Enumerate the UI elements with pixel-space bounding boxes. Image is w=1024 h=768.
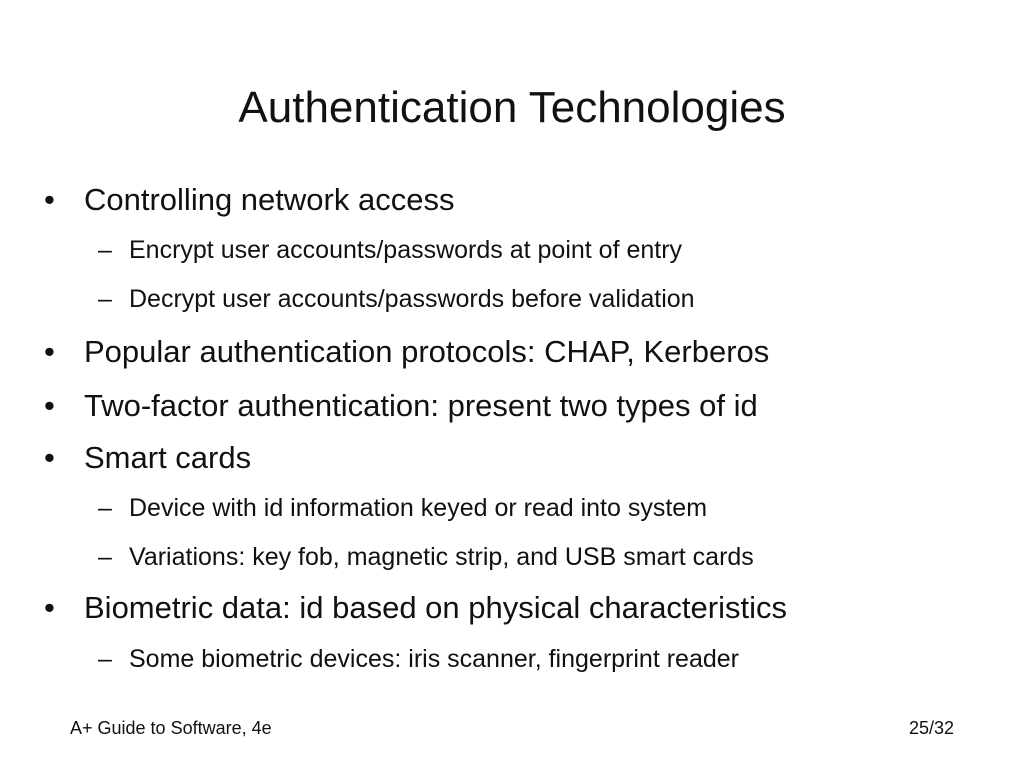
sub-bullet-marker: – — [98, 236, 112, 264]
sub-bullet-text: Some biometric devices: iris scanner, fingerprint reader — [129, 645, 739, 673]
bullet-marker: • — [44, 388, 55, 423]
sub-bullet-text: Encrypt user accounts/passwords at point of entry — [129, 236, 683, 264]
sub-bullet-marker: – — [98, 285, 112, 313]
sub-bullet-marker: – — [98, 494, 112, 522]
bullet-marker: • — [44, 590, 55, 625]
slide-title: Authentication Technologies — [238, 83, 786, 132]
bullet-text: Smart cards — [84, 440, 252, 475]
sub-bullet-text: Variations: key fob, magnetic strip, and USB smart cards — [129, 543, 754, 571]
sub-bullet-text: Device with id information keyed or read into system — [129, 494, 708, 522]
sub-bullet-text: Decrypt user accounts/passwords before validation — [129, 285, 695, 313]
bullet-text: Popular authentication protocols: CHAP, Kerberos — [84, 334, 770, 369]
bullet-text: Controlling network access — [84, 182, 455, 217]
bullet-marker: • — [44, 334, 55, 369]
bullet-text: Two-factor authentication: present two types of id — [84, 388, 758, 423]
bullet-text: Biometric data: id based on physical characteristics — [84, 590, 787, 625]
footer-course-title: A+ Guide to Software, 4e — [70, 718, 272, 738]
bullet-marker: • — [44, 440, 55, 475]
bullet-marker: • — [44, 182, 55, 217]
sub-bullet-marker: – — [98, 543, 112, 571]
sub-bullet-marker: – — [98, 645, 112, 673]
footer-page-number: 25/32 — [908, 718, 954, 738]
